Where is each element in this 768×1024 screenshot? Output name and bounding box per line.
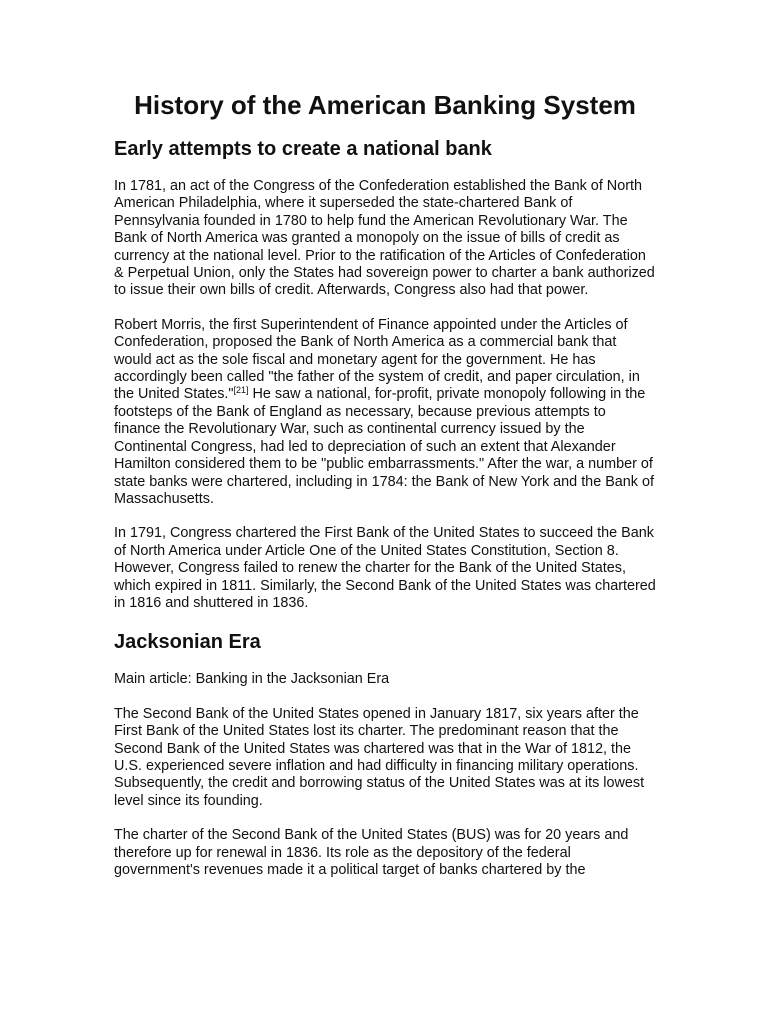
paragraph-text-before-footnote: Robert Morris, the first Superintendent of Finance appointed under the Articles of Confederation, proposed the Bank of North America as a commercial bank that would act as the sole fiscal and monetary agent for the government. He has accordingly been called "the father of the system of credit, and paper circulation, in the United States." [114,316,640,403]
paragraph-second-bank: The Second Bank of the United States opened in January 1817, six years after the First Bank of the United States lost its charter. The predominant reason that the Second Bank of the United States was chartered was that in the War of 1812, the U.S. experienced severe inflation and had difficulty in financing military operations. Subsequently, the credit and borrowing status of the United States was at its lowest level since its founding. [114,705,645,809]
document-page [114,88,656,896]
paragraph-robert-morris [114,317,656,508]
paragraph-text-after-footnote: He saw a national, for-profit, private monopoly following in the footsteps of the Bank of England as necessary, because previous attempts to finance the Revolutionary War, such as continental currency issued by the Continental Congress, had led to depreciation of such an extent that Alexander Hamilton considered them to be "public embarrassments." After the war, a number of state banks were chartered, including in 1784: the Bank of New York and the Bank of Massachusetts. [114,386,654,507]
document-title: History of the American Banking System [134,90,636,120]
footnote-reference-link[interactable]: [21] [233,385,249,396]
section-heading-jacksonian-era: Jacksonian Era [114,631,261,654]
paragraph-bank-of-north-america: In 1781, an act of the Congress of the Confederation established the Bank of North American Philadelphia, where it superseded the state-chartered Bank of Pennsylvania founded in 1780 to help fund the American Revolutionary War. The Bank of North America was granted a monopoly on the issue of bills of credit as currency at the national level. Prior to the ratification of the Articles of Confederation & Perpetual Union, only the States had sovereign power to charter a bank authorized to issue their own bills of credit. Afterwards, Congress also had that power. [114,178,655,299]
paragraph-first-bank: In 1791, Congress chartered the First Bank of the United States to succeed the Bank of North America under Article One of the United States Constitution, Section 8. However, Congress failed to renew the charter for the Bank of the United States, which expired in 1811. Similarly, the Second Bank of the United States was chartered in 1816 and shuttered in 1836. [114,525,656,611]
section-heading-early-attempts: Early attempts to create a national bank [114,138,492,160]
paragraph-bus-charter: The charter of the Second Bank of the United States (BUS) was for 20 years and therefore up for renewal in 1836. Its role as the depository of the federal government's revenues made it a political target of banks chartered by the [114,827,629,878]
main-article-note: Main article: Banking in the Jacksonian Era [114,671,390,688]
